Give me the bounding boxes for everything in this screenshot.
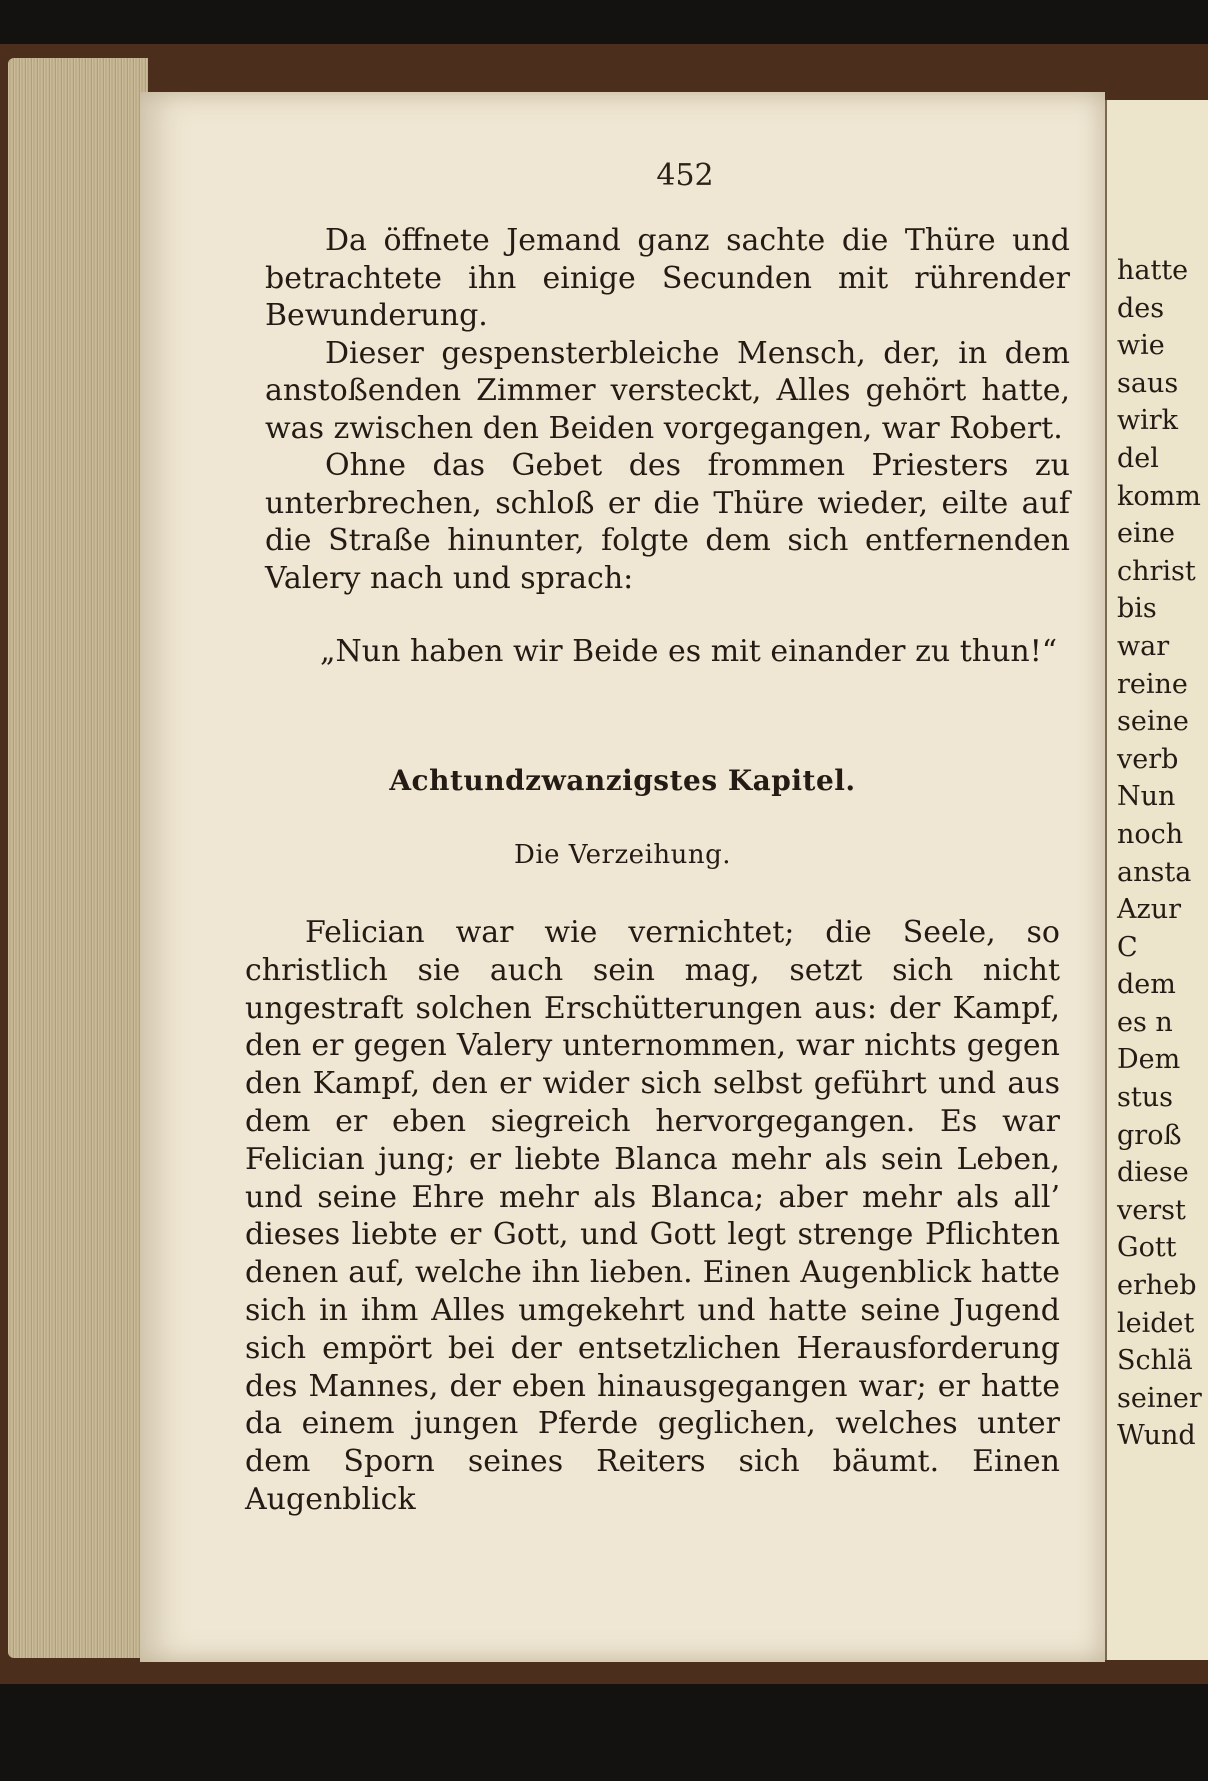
fragment-line: Schlä	[1117, 1345, 1193, 1377]
chapter-subtitle: Die Verzeihung.	[513, 840, 732, 870]
text-block-main	[245, 914, 1060, 1519]
fragment-line: seiner	[1117, 1382, 1202, 1414]
next-page-fragments	[1117, 252, 1208, 1455]
fragment-line: war	[1117, 630, 1170, 662]
fragment-line: Wund	[1117, 1420, 1196, 1452]
fragment-line: eine	[1117, 518, 1175, 550]
fragment-line: diese	[1117, 1157, 1189, 1189]
fragment-line: dem	[1117, 969, 1176, 1001]
fragment-line: groß	[1117, 1119, 1182, 1151]
fragment-line: wie	[1117, 330, 1165, 362]
fragment-line: reine	[1117, 668, 1188, 700]
fragment-line: Azur	[1117, 894, 1182, 926]
fragment-line: verst	[1117, 1194, 1186, 1226]
chapter-title: Achtundzwanzigstes Kapitel.	[389, 764, 856, 797]
fragment-line: wirk	[1117, 405, 1179, 437]
book-page	[140, 92, 1105, 1662]
fragment-line: C	[1117, 931, 1138, 963]
paragraph-2: Dieser gespensterbleiche Mensch, der, in dem anstoßenden Zimmer versteckt, Alles gehört hatte, was zwischen den Beiden vorgegangen, war Robert.	[265, 335, 1070, 446]
fragment-line: verb	[1117, 743, 1179, 775]
fragment-line: hatte	[1117, 255, 1189, 286]
fragment-line: es n	[1117, 1006, 1173, 1038]
next-page-edge	[1105, 100, 1208, 1660]
fragment-line: komm	[1117, 480, 1201, 512]
fragment-line: leidet	[1117, 1307, 1195, 1339]
fragment-line: des	[1117, 292, 1165, 324]
fragment-line: ansta	[1117, 856, 1192, 888]
page-number: 452	[656, 158, 714, 193]
fragment-line: noch	[1117, 818, 1184, 850]
text-block-top	[265, 222, 1070, 597]
fragment-line: Gott	[1117, 1232, 1177, 1264]
paragraph-3: Ohne das Gebet des frommen Priesters zu unterbrechen, schloß er die Thüre wieder, eilte auf die Straße hinunter, folgte dem sich entfernenden Valery nach und sprach:	[265, 448, 1070, 596]
paragraph-main: Felician war wie vernichtet; die Seele, so christlich sie auch sein mag, setzt sich nicht ungestraft solchen Erschütterungen aus: der Kampf, den er gegen Valery unternommen, war nichts gegen den Kampf, den er wider sich selbst geführt und aus dem er eben siegreich hervorgegangen. Es war Felician jung; er liebte Blanca mehr als sein Leben, und seine Ehre mehr als Blanca; aber mehr als all’ dieses liebte er Gott, und Gott legt strenge Pflichten denen auf, welche ihn lieben. Einen Augenblick hatte sich in ihm Alles umgekehrt und hatte seine Jugend sich empört bei der entsetzlichen Herausforderung des Mannes, der eben hinausgegangen war; er hatte da einem jungen Pferde geglichen, welches unter dem Sporn seines Reiters sich bäumt. Einen Augenblick	[245, 915, 1060, 1517]
fragment-line: del	[1117, 442, 1159, 474]
fragment-line: stus	[1117, 1082, 1173, 1114]
fragment-line: saus	[1117, 367, 1179, 399]
fragment-line: erheb	[1117, 1270, 1197, 1302]
fragment-line: christ	[1117, 555, 1196, 587]
fragment-line: Nun	[1117, 781, 1176, 813]
fragment-line: seine	[1117, 706, 1189, 738]
quoted-speech: „Nun haben wir Beide es mit einander zu thun!“	[320, 634, 1058, 669]
fragment-line: Dem	[1117, 1044, 1181, 1076]
fragment-line: bis	[1117, 593, 1157, 625]
paragraph-1: Da öffnete Jemand ganz sachte die Thüre und betrachtete ihn einige Secunden mit rührender Bewunderung.	[265, 223, 1070, 333]
page-edges	[8, 58, 148, 1658]
